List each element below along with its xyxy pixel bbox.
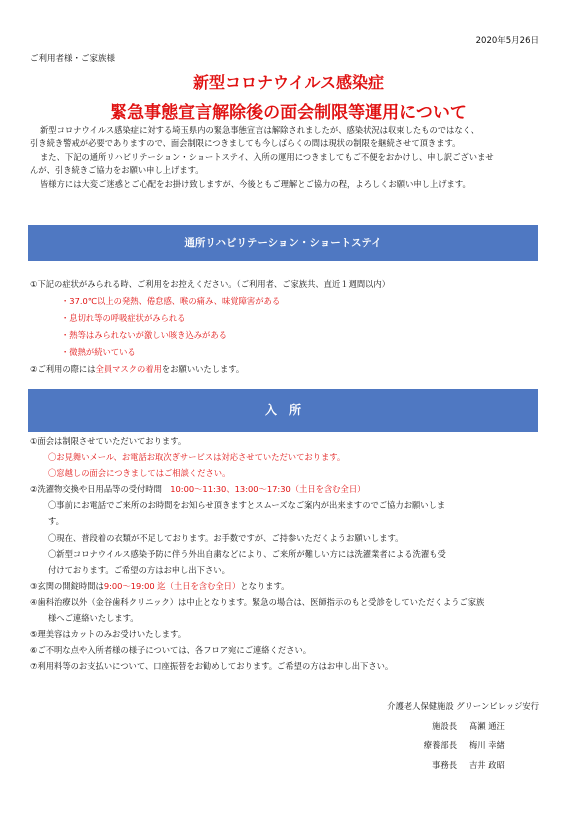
symptom-item: ・熱等はみられないが激しい咳き込みがある	[61, 330, 227, 340]
staff-row	[387, 717, 539, 737]
section-daycare-body	[30, 276, 550, 378]
laundry-sub-item: す。	[48, 516, 64, 527]
intro-line: んが、引き続きご協力をお願い申し上げます。	[30, 165, 204, 176]
title-line-1: 新型コロナウイルス感染症	[192, 73, 385, 92]
staff-name: 梅川 幸緒	[469, 740, 505, 751]
visit-sub-item: 〇お見舞いメール、お電話お取次ぎサービスは対応させていただいております。	[48, 452, 346, 463]
staff-name: 吉井 政昭	[469, 759, 505, 770]
laundry-sub-item: 付けております。ご希望の方はお申し出下さい。	[48, 564, 230, 575]
symptom-item: ・微熱が続いている	[61, 347, 136, 357]
admission-item-4: ④歯科治療以外（金谷歯科クリニック）は中止となります。緊急の場合は、医師指示のもと受診をしていただくようご家族	[30, 596, 485, 607]
symptom-item: ・37.0℃以上の発熱、倦怠感、喉の痛み、味覚障害がある	[61, 296, 281, 306]
staff-row	[387, 756, 539, 776]
addressee: ご利用者様・ご家族様	[30, 54, 116, 64]
staff-name: 髙瀬 通汪	[469, 720, 505, 731]
laundry-hours: 10:00～11:30、13:00～17:30（土日を含む全日）	[170, 484, 366, 495]
facility-name: 介護老人保健施設 グリーンビレッジ安行	[387, 701, 539, 711]
section-heading-daycare: 通所リハビリテーション・ショートステイ	[28, 225, 538, 261]
intro-line: 皆様方には大変ご迷惑とご心配をお掛け致しますが、今後ともご理解とご協力の程，よろしくお願い申し上げます。	[40, 178, 471, 189]
title-line-2: 緊急事態宣言解除後の面会制限等運用について	[110, 103, 467, 123]
document-date: 2020年5月26日	[475, 36, 539, 46]
admission-item-7: ⑦利用料等のお支払いについて、口座振替をお勧めしております。ご希望の方はお申し出下さい。	[30, 661, 394, 672]
entrance-hours: 9:00～19:00 迄（土日を含む全日）	[103, 580, 241, 591]
daycare-item-2	[30, 361, 550, 378]
admission-item-5: ⑤理美容はカットのみお受けいたします。	[30, 629, 187, 640]
intro-line: また、下記の通所リハビリテーション・ショートステイ、入所の運用につきましてもご不便をおかけし、申し訳ございませ	[40, 151, 494, 162]
intro-text	[30, 124, 550, 191]
section-heading-admission: 入 所	[28, 389, 538, 432]
section-admission-body	[30, 433, 550, 674]
admission-item-2	[30, 481, 550, 497]
daycare-item-1: ①下記の症状がみられる時、ご利用をお控えください。（ご利用者、ご家族共、直近１週間以内）	[30, 279, 391, 289]
symptom-item: ・息切れ等の呼吸症状がみられる	[61, 313, 186, 323]
laundry-sub-item: 〇新型コロナウイルス感染予防に伴う外出自粛などにより、ご来所が難しい方には洗濯業者による洗濯も受	[48, 548, 446, 559]
visit-sub-item: 〇窓越しの面会につきましてはご相談ください。	[48, 468, 231, 479]
laundry-sub-item: 〇現在、普段着の衣類が不足しております。お手数ですが、ご持参いただくようお願いします。	[48, 532, 404, 543]
admission-item-3-post: となります。	[240, 580, 290, 591]
daycare-item-2-pre: ②ご利用の際には	[30, 364, 96, 374]
admission-item-1: ①面会は制限させていただいております。	[30, 436, 187, 446]
admission-item-6: ⑥ご不明な点や入所者様の様子については、各フロア宛にご連絡ください。	[30, 645, 312, 656]
intro-line: 新型コロナウイルス感染症に対する埼玉県内の緊急事態宣言は解除されましたが、感染状況は収束したものではなく、	[40, 125, 480, 135]
laundry-sub-item: 〇事前にお電話でご来所のお時間をお知らせ頂きますとスムーズなご案内が出来ますのでご協力お願いしま	[48, 500, 446, 511]
staff-row	[387, 736, 539, 756]
staff-role: 事務長	[432, 759, 457, 770]
mask-requirement: 全員マスクの着用	[95, 364, 162, 374]
admission-item-4-cont: 様へご連絡いたします。	[48, 613, 139, 624]
staff-role: 療養部長	[423, 740, 457, 751]
admission-item-3-pre: ③玄関の開錠時間は	[30, 580, 104, 591]
daycare-item-2-post: をお願いいたします。	[161, 364, 245, 374]
intro-line: 引き続き警戒が必要でありますので、面会制限につきましても今しばらくの間は現状の制限を継続させて頂きます。	[30, 138, 461, 149]
admission-item-2-pre: ②洗濯物交換や日用品等の受付時間	[30, 484, 162, 495]
staff-role: 施設長	[432, 720, 457, 731]
admission-item-3	[30, 578, 550, 594]
signoff	[387, 697, 539, 775]
